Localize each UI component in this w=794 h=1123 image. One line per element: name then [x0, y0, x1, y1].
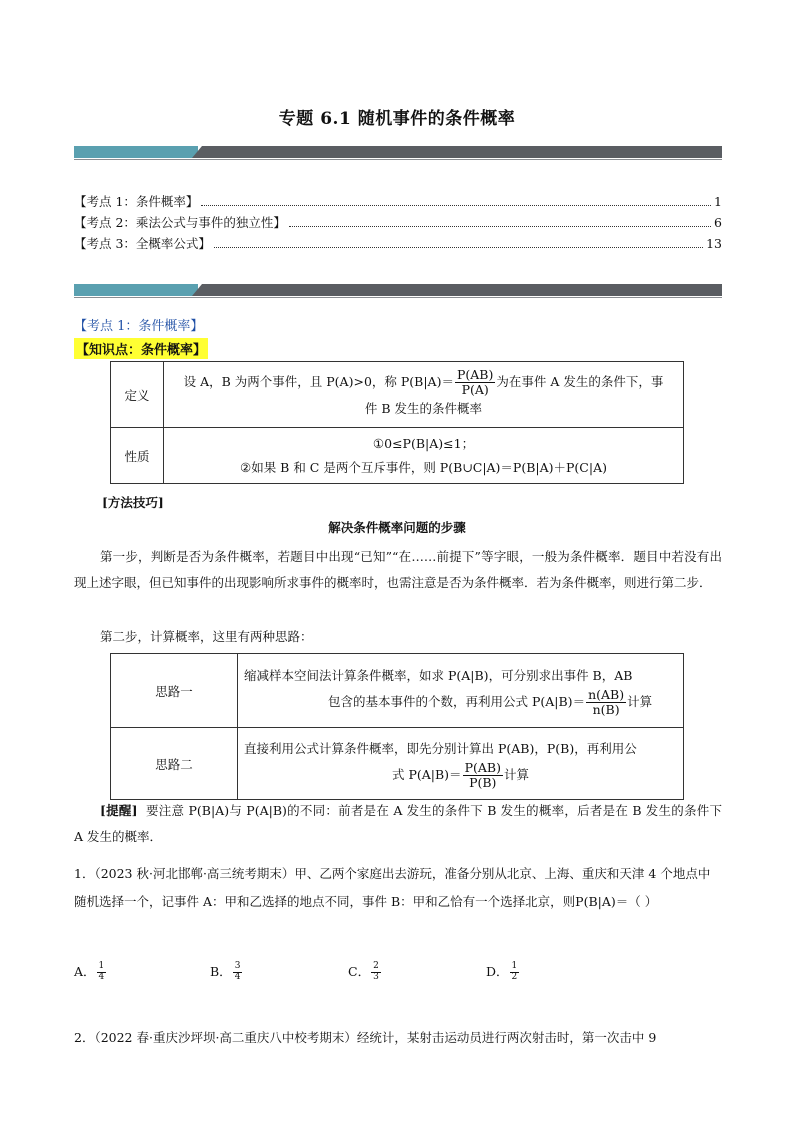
- fraction: $\frac{n(AB)}{n(B)}$: [588, 687, 625, 717]
- step-two-paragraph: 第二步，计算概率，这里有两种思路：: [100, 629, 313, 644]
- definition-table: [110, 361, 684, 484]
- question-1: 1．（2023 秋·河北邯郸·高三统考期末）甲、乙两个家庭出去游玩，准备分别从北京、上海、重庆和天津 4 个地点中随机选择一个，记事件 A：甲和乙选择的地点不同，事件 B：甲和乙恰有一个选择北京，则P(B|A)＝（ ）: [74, 866, 711, 909]
- fraction: $\frac{2}{3}$: [373, 961, 379, 982]
- approach-table: [110, 653, 684, 800]
- option-a[interactable]: A． $\frac{1}{4}$: [74, 961, 105, 982]
- option-b[interactable]: B． $\frac{3}{4}$: [210, 961, 241, 982]
- approach-one-content: 缩减样本空间法计算条件概率，如求 P(A|B)，可分别求出事件 B，AB 包含的基本事件的个数，再利用公式 P(A|B)＝ $\frac{n(AB)}{n(B)}$ 计算: [238, 654, 684, 728]
- header-banner: [74, 146, 722, 158]
- section-banner: [74, 284, 722, 296]
- section-heading: 【考点 1：条件概率】: [74, 319, 204, 334]
- page-title: 专题 6.1 随机事件的条件概率: [278, 109, 516, 129]
- property-content: ①0≤P(B|A)≤1； ②如果 B 和 C 是两个互斥事件，则 P(B∪C|A)＝P(B|A)＋P(C|A): [164, 428, 684, 484]
- definition-content: 设 A，B 为两个事件，且 P(A)>0，称 P(B|A)＝ $\frac{P(AB)}{P(A)}$ 为在事件 A 发生的条件下，事 件 B 发生的条件概率: [164, 362, 684, 428]
- question-2: 2．（2022 春·重庆沙坪坝·高二重庆八中校考期末）经统计，某射击运动员进行两次射击时，第一次击中 9: [74, 1030, 657, 1045]
- method-label: [方法技巧]: [102, 495, 164, 510]
- table-of-contents: [74, 192, 722, 255]
- step-one-paragraph: 第一步，判断是否为条件概率，若题目中出现“已知”“在……前提下”等字眼，一般为条件概率．题目中若没有出现上述字眼，但已知事件的出现影响所求事件的概率时，也需注意是否为条件概率．若为条件概率，则进行第二步．: [74, 549, 722, 590]
- property-label: 性质: [111, 428, 164, 484]
- toc-entry[interactable]: 【考点 2：乘法公式与事件的独立性】 6: [74, 215, 722, 230]
- approach-two-label: 思路二: [111, 728, 238, 800]
- option-d[interactable]: D． $\frac{1}{2}$: [486, 961, 518, 982]
- fraction: $\frac{1}{4}$: [98, 961, 105, 982]
- fraction: $\frac{P(AB)}{P(A)}$: [456, 367, 494, 398]
- toc-entry[interactable]: 【考点 3：全概率公式】 13: [74, 236, 722, 251]
- approach-two-content: 直接利用公式计算条件概率，即先分别计算出 P(AB)，P(B)，再利用公 式 P(A|B)＝ $\frac{P(AB)}{P(B)}$ 计算: [238, 728, 684, 800]
- toc-entry[interactable]: 【考点 1：条件概率】 1: [74, 194, 722, 209]
- knowledge-point-label: 【知识点：条件概率】: [74, 338, 208, 359]
- fraction: $\frac{1}{2}$: [511, 961, 518, 982]
- fraction: $\frac{3}{4}$: [234, 961, 241, 982]
- reminder-paragraph: [提醒] 要注意 P(B|A)与 P(A|B)的不同：前者是在 A 发生的条件下 B 发生的概率，后者是在 B 发生的条件下 A 发生的概率．: [74, 803, 722, 844]
- option-c[interactable]: C． $\frac{2}{3}$: [348, 961, 379, 982]
- definition-label: 定义: [111, 362, 164, 428]
- fraction: $\frac{P(AB)}{P(B)}$: [464, 760, 501, 790]
- approach-one-label: 思路一: [111, 654, 238, 728]
- steps-title: 解决条件概率问题的步骤: [328, 520, 466, 535]
